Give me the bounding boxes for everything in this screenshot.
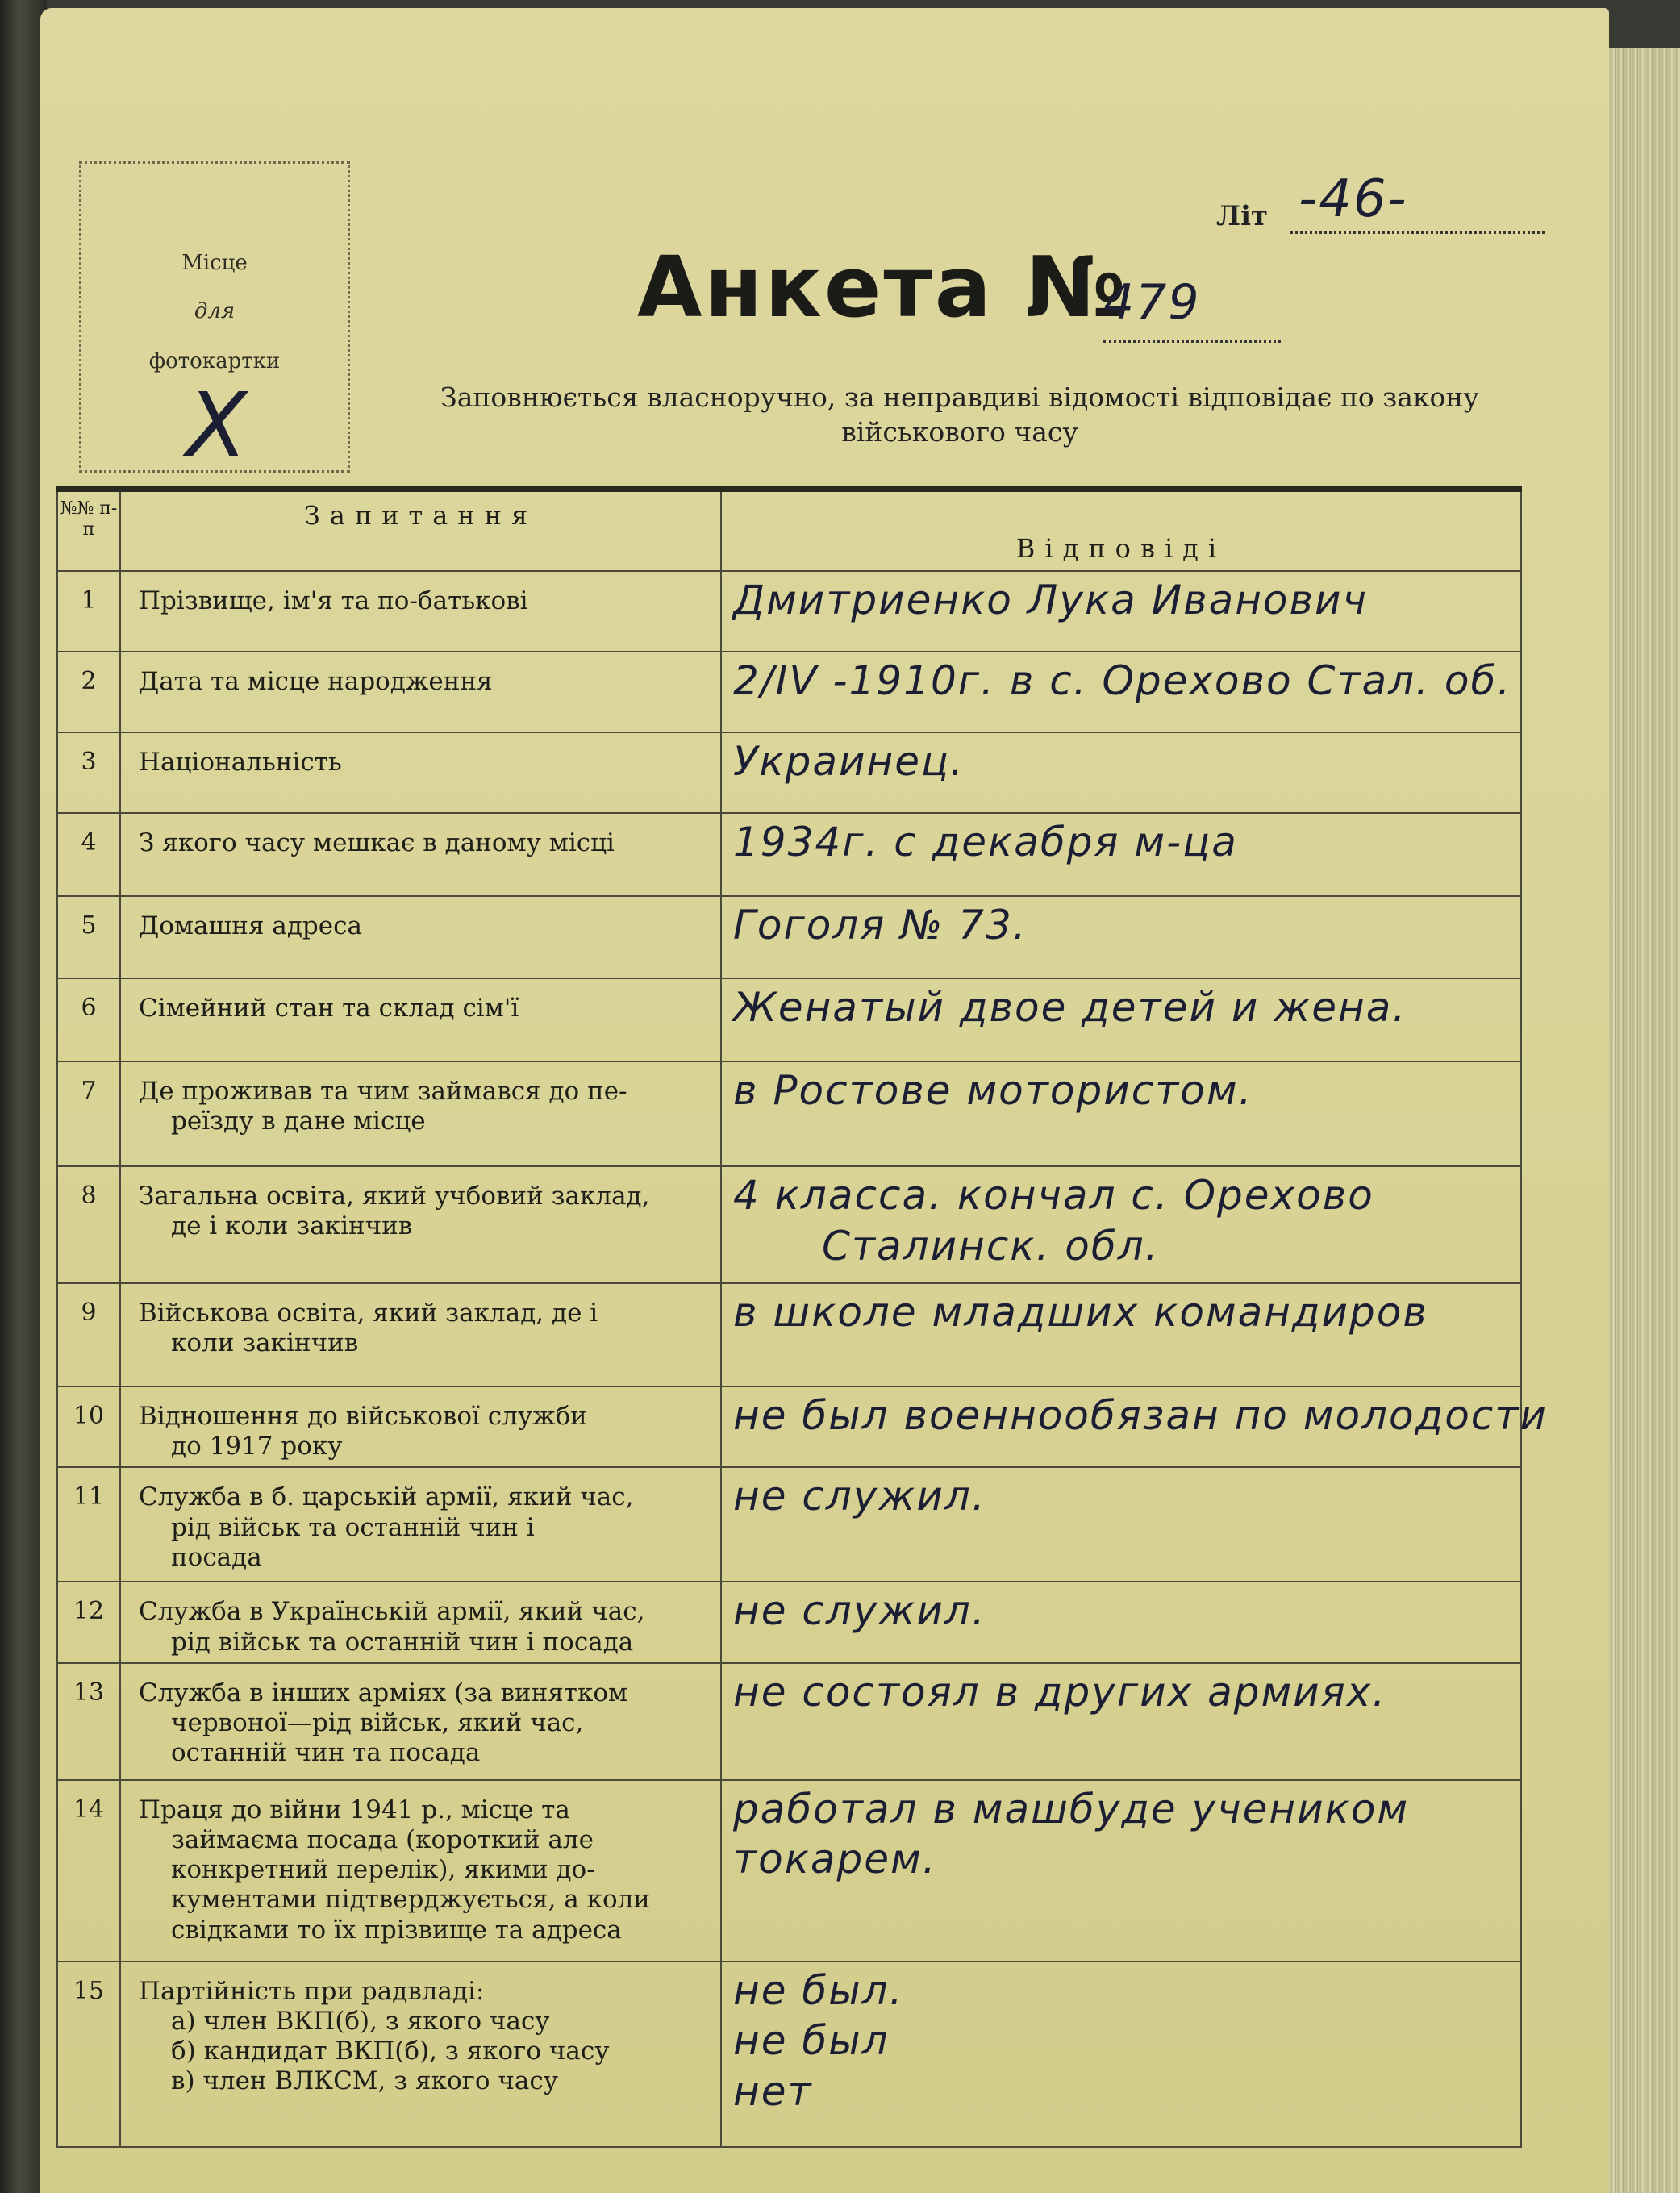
table-row [57, 1962, 1521, 2147]
question-line: кументами підтверджується, а коли [171, 1885, 651, 1915]
table-row [57, 1061, 1521, 1166]
row-answer [721, 1283, 1521, 1386]
row-number: 9 [57, 1283, 120, 1386]
table-row [57, 813, 1521, 896]
row-question [120, 1780, 721, 1962]
answer-line: работал в машбуде учеником [733, 1785, 1410, 1832]
answer-line: в Ростове мотористом. [733, 1067, 1253, 1114]
answer-line: не состоял в других армиях. [733, 1668, 1387, 1716]
photo-placeholder-box [79, 161, 350, 477]
answer-line: Женатый двое детей и жена. [733, 984, 1407, 1031]
answer-line: нет [733, 2067, 813, 2115]
questionnaire-table [56, 486, 1548, 2148]
answer-line: не был [733, 2017, 890, 2065]
table-header-row [57, 489, 1521, 571]
answer-line: не служил. [733, 1473, 986, 1520]
row-question [120, 1283, 721, 1386]
row-number: 7 [57, 1061, 120, 1166]
row-number: 2 [57, 652, 120, 732]
table-row [57, 1780, 1521, 1962]
answer-line: Дмитриенко Лука Иванович [733, 577, 1368, 623]
table-row [57, 978, 1521, 1061]
subtitle-line-2: військового часу [841, 415, 1078, 448]
row-answer [721, 1166, 1521, 1283]
row-question [120, 978, 721, 1061]
row-question [120, 1962, 721, 2147]
row-answer [721, 1663, 1521, 1780]
table-row [57, 732, 1521, 813]
row-answer [721, 1962, 1521, 2147]
page-edges [1609, 48, 1680, 2193]
row-question [120, 1061, 721, 1166]
question-line: Партійність при радвладі: [139, 1976, 485, 2006]
table-row [57, 1283, 1521, 1386]
photo-label-line-1: Місце [181, 251, 248, 275]
answer-line: Украинец. [733, 738, 965, 785]
answer-line: не был военнообязан по молодости [733, 1392, 1548, 1439]
question-line: реїзду в дане місце [171, 1107, 426, 1136]
row-number: 5 [57, 896, 120, 978]
answer-line: 1934г. с декабря м-ца [733, 819, 1238, 865]
photo-x-mark: X [186, 373, 249, 477]
row-answer [721, 1386, 1548, 1467]
form-number-underline [1103, 340, 1281, 343]
table-row [57, 1582, 1521, 1662]
row-number: 10 [57, 1386, 120, 1467]
question-line: в) член ВЛКСМ, з якого часу [171, 2066, 558, 2096]
row-answer [721, 1780, 1521, 1962]
question-line: Прізвище, ім'я та по-батькові [139, 586, 528, 615]
row-question [120, 652, 721, 732]
table-row [57, 1467, 1521, 1582]
question-line: Служба в інших арміях (за винятком [139, 1678, 628, 1707]
form-title: Анкета № [637, 238, 1129, 336]
question-line: а) член ВКП(б), з якого часу [171, 2006, 550, 2036]
header-answer: Відповіді [721, 489, 1521, 571]
row-question [120, 813, 721, 896]
answer-line: в школе младших командиров [733, 1289, 1428, 1336]
row-question [120, 1663, 721, 1780]
row-number: 13 [57, 1663, 120, 1780]
form-subtitle [379, 381, 1540, 450]
question-line: рід військ та останній чин і [171, 1512, 535, 1542]
row-number: 8 [57, 1166, 120, 1283]
question-line: Військова освіта, який заклад, де і [139, 1299, 598, 1328]
question-line: останній чин та посада [171, 1738, 481, 1768]
row-number: 14 [57, 1780, 120, 1962]
row-answer [721, 1582, 1521, 1662]
answer-line: Сталинск. обл. [822, 1222, 1160, 1270]
row-question [120, 1386, 721, 1467]
question-line: до 1917 року [171, 1432, 343, 1461]
lit-underline [1290, 231, 1545, 234]
form-page [40, 8, 1609, 2193]
row-number: 12 [57, 1582, 120, 1662]
row-answer [721, 896, 1521, 978]
row-answer [721, 1467, 1521, 1582]
header-number: №№ п-п [57, 489, 120, 571]
row-number: 11 [57, 1467, 120, 1582]
question-line: З якого часу мешкає в даному місці [139, 828, 615, 857]
table-row [57, 571, 1521, 652]
row-answer [721, 1061, 1521, 1166]
question-line: де і коли закінчив [171, 1211, 413, 1241]
table-row [57, 1663, 1521, 1780]
row-number: 1 [57, 571, 120, 652]
row-question [120, 896, 721, 978]
subtitle-line-1: Заповнюється власноручно, за неправдиві відомості відповідає по закону [440, 381, 1479, 413]
answer-line: не был. [733, 1966, 904, 2014]
table-row [57, 1386, 1521, 1467]
answer-line: 4 класса. кончал с. Орехово [733, 1172, 1374, 1219]
answer-line: 2/IV -1910г. в с. Орехово Стал. об. [733, 657, 1512, 704]
form-number: 479 [1103, 274, 1201, 331]
question-line: Відношення до військової служби [139, 1402, 587, 1431]
question-line: коли закінчив [171, 1328, 359, 1358]
row-answer [721, 571, 1521, 652]
row-answer [721, 732, 1521, 813]
question-line: Служба в Українській армії, який час, [139, 1597, 645, 1627]
question-line: Національність [139, 748, 342, 777]
question-line: рід військ та останній чин і посада [171, 1627, 634, 1657]
row-question [120, 732, 721, 813]
answer-line: Гоголя № 73. [733, 902, 1028, 948]
answer-line: токарем. [733, 1836, 937, 1883]
photo-label-line-2: для [194, 299, 236, 323]
row-number: 6 [57, 978, 120, 1061]
lit-label: Літ [1216, 200, 1269, 232]
row-question [120, 1166, 721, 1283]
question-line: займаєма посада (короткий але [171, 1824, 594, 1854]
row-number: 3 [57, 732, 120, 813]
question-line: Де проживав та чим займався до пе- [139, 1077, 627, 1106]
question-line: Служба в б. царській армії, який час, [139, 1482, 634, 1512]
row-question [120, 1582, 721, 1662]
question-line: посада [171, 1542, 262, 1572]
row-answer [721, 978, 1521, 1061]
question-line: Домашня адреса [139, 911, 362, 940]
question-line: свідками то їх прізвище та адреса [171, 1915, 622, 1945]
question-line: Дата та місце народження [139, 667, 493, 696]
question-line: конкретний перелік), якими до- [171, 1855, 595, 1885]
question-line: червоної—рід військ, який час, [171, 1707, 584, 1737]
row-question [120, 1467, 721, 1582]
photo-label-line-3: фотокартки [148, 349, 281, 373]
row-number: 4 [57, 813, 120, 896]
table-row [57, 652, 1521, 732]
table-row [57, 1166, 1521, 1283]
row-number: 15 [57, 1962, 120, 2147]
answer-line: не служил. [733, 1587, 986, 1635]
question-line: Загальна освіта, який учбовий заклад, [139, 1182, 650, 1211]
lit-number: -46- [1299, 169, 1408, 229]
question-line: Сімейний стан та склад сім'ї [139, 994, 519, 1023]
question-line: Праця до війни 1941 р., місце та [139, 1795, 570, 1824]
header-question: Запитання [120, 489, 721, 571]
row-question [120, 571, 721, 652]
row-answer [721, 652, 1521, 732]
row-answer [721, 813, 1521, 896]
table-row [57, 896, 1521, 978]
question-line: б) кандидат ВКП(б), з якого часу [171, 2037, 610, 2066]
